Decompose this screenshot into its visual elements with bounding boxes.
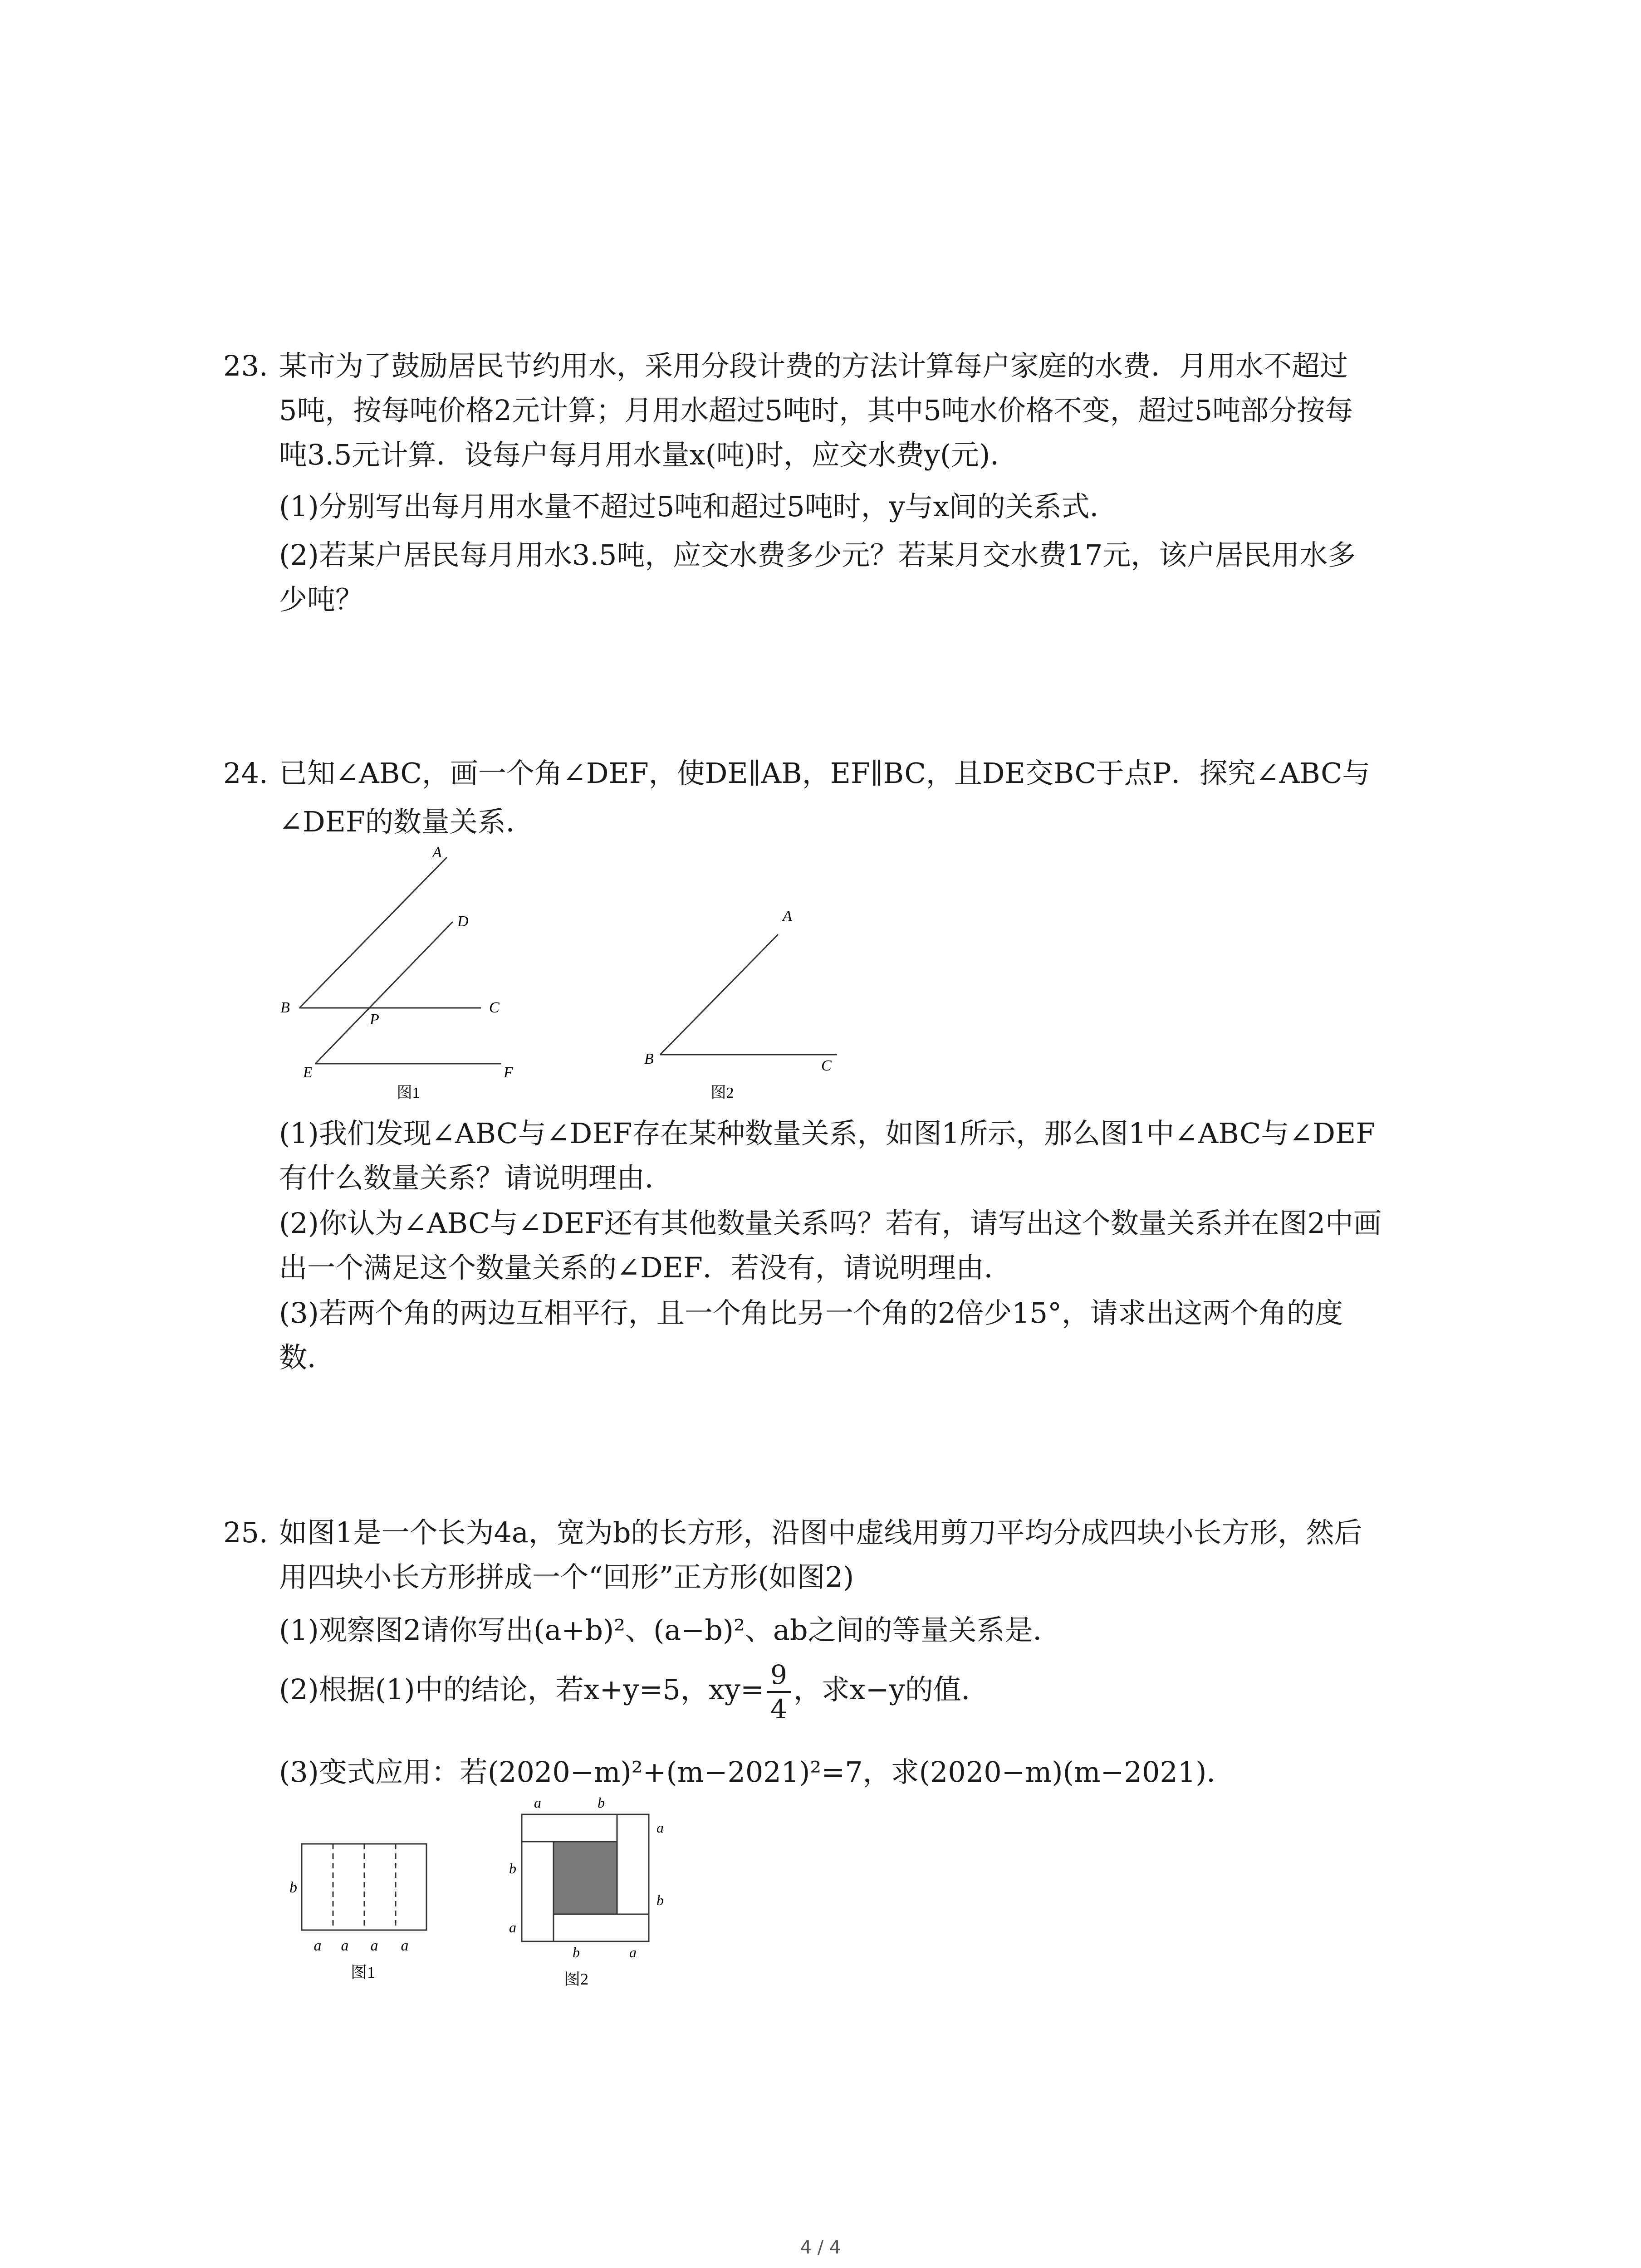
q24-figure-1 — [272, 844, 554, 1104]
fig2-top-b: b — [598, 1794, 605, 1811]
q24-part-1-line-1: (1)我们发现∠ABC与∠DEF存在某种数量关系，如图1所示，那么图1中∠ABC与∠DEF — [279, 1117, 1376, 1150]
fig1-bottom-a-4: a — [401, 1937, 409, 1954]
fig1-bottom-a-2: a — [341, 1937, 349, 1954]
fraction-denominator: 4 — [770, 1693, 787, 1725]
q25-part-2-before: (2)根据(1)中的结论，若x+y=5，xy= — [279, 1673, 764, 1706]
fig1-label-a: A — [432, 844, 442, 861]
fig1-side-b: b — [289, 1879, 297, 1896]
q23-number: 23. — [223, 349, 268, 382]
fig2-right-b: b — [656, 1892, 664, 1908]
fraction-nine-fourths — [767, 1658, 791, 1725]
q25-line-1: 如图1是一个长为4a，宽为b的长方形，沿图中虚线用剪刀平均分成四块小长方形，然后 — [279, 1516, 1362, 1549]
q23-part-2-line-2: 少吨？ — [279, 583, 364, 616]
fig2-right-a: a — [656, 1819, 664, 1836]
fig2-left-a: a — [509, 1919, 516, 1936]
fig2-label-a: A — [783, 908, 792, 924]
fig1-bottom-a-1: a — [314, 1937, 322, 1954]
fig2-bottom-a: a — [629, 1944, 637, 1960]
q24-line-2: ∠DEF的数量关系． — [279, 805, 534, 838]
fig2-caption: 图2 — [563, 1970, 589, 1988]
fig2-label-c: C — [821, 1057, 832, 1074]
fig1-label-d: D — [457, 913, 469, 930]
q25-part-3: (3)变式应用：若(2020−m)²+(m−2021)²=7，求(2020−m)(m−2021)． — [279, 1755, 1235, 1789]
fig1-label-f: F — [504, 1064, 513, 1081]
fig2-label-b: B — [644, 1051, 654, 1067]
fig1-label-p: P — [370, 1011, 379, 1028]
q23-line-2: 5吨，按每吨价格2元计算；月用水超过5吨时，其中5吨水价格不变，超过5吨部分按每 — [279, 394, 1353, 427]
fig1-caption: 图1 — [350, 1963, 376, 1981]
q25-number: 25. — [223, 1516, 268, 1549]
q25-part-2 — [279, 1656, 989, 1725]
q24-part-1-line-2: 有什么数量关系？请说明理由． — [279, 1161, 673, 1194]
q24-part-3-line-2: 数． — [279, 1341, 336, 1374]
q24-line-1: 已知∠ABC，画一个角∠DEF，使DE∥AB，EF∥BC，且DE交BC于点P．探究∠ABC与 — [279, 757, 1371, 790]
fig1-caption: 图1 — [397, 1085, 420, 1101]
fig1-bottom-a-3: a — [370, 1937, 378, 1954]
q23-line-1: 某市为了鼓励居民节约用水，采用分段计费的方法计算每户家庭的水费．月用水不超过 — [279, 349, 1348, 382]
fig2-bottom-b: b — [573, 1944, 580, 1960]
q23-part-1: (1)分别写出每月用水量不超过5吨和超过5吨时，y与x间的关系式． — [279, 490, 1118, 523]
fig2-top-a: a — [534, 1794, 541, 1811]
q24-part-2-line-1: (2)你认为∠ABC与∠DEF还有其他数量关系吗？若有，请写出这个数量关系并在图2中画 — [279, 1207, 1382, 1240]
fig1-label-e: E — [303, 1064, 313, 1081]
fraction-numerator: 9 — [767, 1658, 791, 1693]
q24-part-3-line-1: (3)若两个角的两边互相平行，且一个角比另一个角的2倍少15°，请求出这两个角的度 — [279, 1296, 1343, 1330]
fig2-left-b: b — [509, 1860, 516, 1877]
q24-figure-2 — [626, 898, 862, 1104]
fig1-label-b: B — [280, 999, 290, 1016]
q24-part-2-line-2: 出一个满足这个数量关系的∠DEF．若没有，请说明理由． — [279, 1251, 1012, 1284]
fig2-caption: 图2 — [710, 1085, 734, 1101]
q25-figure-2 — [495, 1783, 685, 2002]
page-number: 4 / 4 — [800, 2237, 841, 2258]
q23-line-3: 吨3.5元计算．设每户每月用水量x(吨)时，应交水费y(元)． — [279, 438, 1019, 471]
center-square — [554, 1842, 617, 1914]
q25-figure-1 — [272, 1814, 454, 2007]
q23-part-2-line-1: (2)若某户居民每月用水3.5吨，应交水费多少元？若某月交水费17元，该户居民用水多 — [279, 538, 1356, 572]
fig1-label-c: C — [489, 999, 500, 1016]
q25-part-2-after: ，求x−y的值． — [793, 1673, 989, 1706]
q24-number: 24. — [223, 757, 268, 790]
q25-line-2: 用四块小长方形拼成一个“回形”正方形(如图2) — [279, 1560, 854, 1593]
q25-part-1: (1)观察图2请你写出(a+b)²、(a−b)²、ab之间的等量关系是． — [279, 1613, 1061, 1647]
